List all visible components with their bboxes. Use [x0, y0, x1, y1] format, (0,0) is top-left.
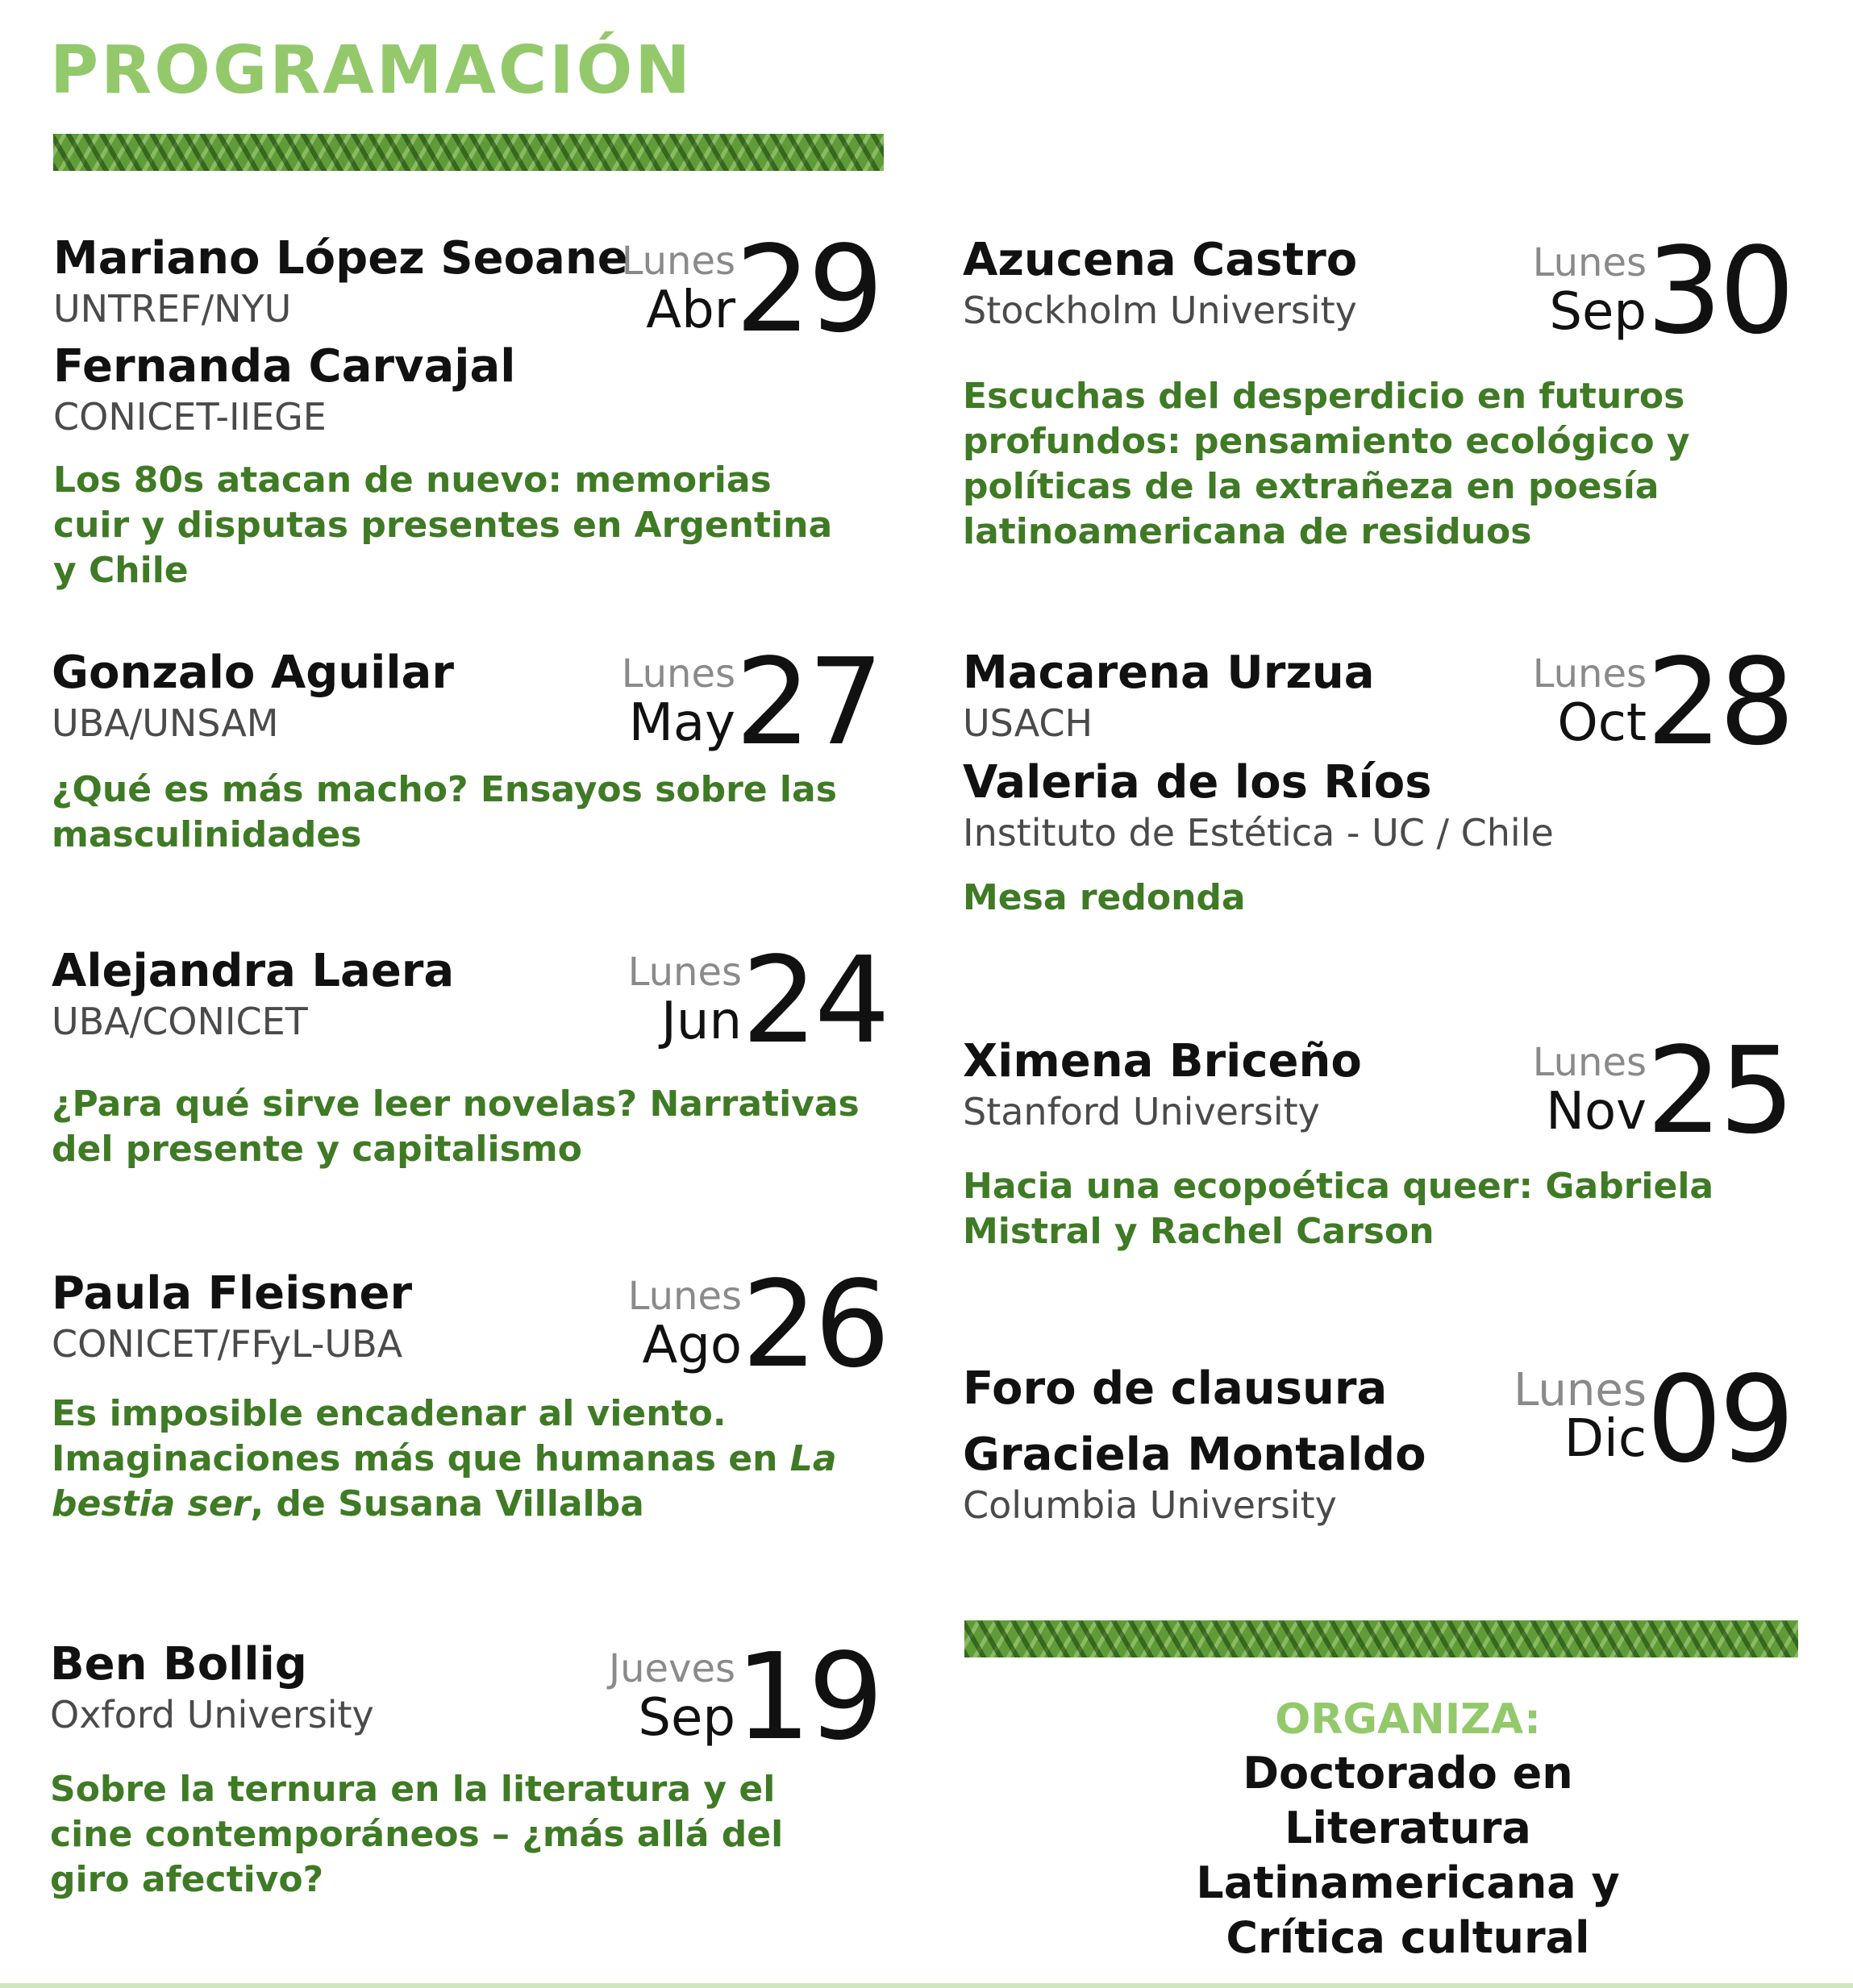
- event-month: Nov: [1546, 1082, 1647, 1142]
- bottom-divider: [0, 1983, 1853, 1988]
- forum-title: Foro de clausura: [963, 1362, 1388, 1415]
- talk-title: Escuchas del desperdicio en futuros profundos: pensamiento ecológico y políticas de la extrañeza en poesía latinoamericana de residuos: [963, 376, 1690, 552]
- event-day: 19: [735, 1628, 881, 1766]
- event-day: 25: [1646, 1021, 1792, 1160]
- talk-title: [52, 1391, 842, 1527]
- event-date: [613, 931, 887, 1070]
- event-day: 29: [735, 220, 881, 359]
- event-month: May: [628, 693, 735, 753]
- event-weekday: Lunes: [627, 950, 742, 995]
- speaker-affiliation: CONICET-IIEGE: [53, 395, 327, 439]
- speaker-name: Paula Fleisner: [52, 1267, 413, 1320]
- speaker-name: Valeria de los Ríos: [963, 756, 1432, 809]
- event-month: Sep: [1549, 282, 1647, 342]
- event-weekday: Lunes: [627, 1274, 742, 1319]
- event-date: [606, 1628, 881, 1766]
- speaker-name: Gonzalo Aguilar: [52, 647, 454, 699]
- talk-title-part: Es imposible encadenar al viento. Imaginaciones más que humanas en: [52, 1393, 790, 1479]
- event-day: 30: [1646, 222, 1792, 360]
- event-month: Ago: [642, 1316, 742, 1375]
- speaker-name: Azucena Castro: [963, 234, 1358, 286]
- speaker-affiliation: USACH: [963, 701, 1093, 745]
- event-month: Abr: [646, 281, 735, 340]
- event-date: [1514, 1350, 1792, 1489]
- talk-title-part: , de Susana Villalba: [250, 1483, 644, 1524]
- talk-title-book: La bestia ser: [52, 1438, 837, 1524]
- organizer-block: [964, 1693, 1851, 1965]
- speaker-name: Ximena Briceño: [963, 1035, 1362, 1088]
- event-day: 24: [741, 931, 887, 1070]
- speaker-affiliation: UBA/UNSAM: [52, 701, 279, 745]
- speaker-affiliation: UNTREF/NYU: [53, 287, 292, 331]
- event-day: 26: [741, 1255, 887, 1394]
- event-day: 09: [1646, 1350, 1792, 1489]
- event-day: 28: [1646, 633, 1792, 771]
- event-date: [613, 1255, 887, 1394]
- talk-title: Hacia una ecopoética queer: Gabriela Mistral y Rachel Carson: [963, 1166, 1714, 1252]
- event-weekday: Lunes: [1514, 1364, 1647, 1416]
- speaker-name: Fernanda Carvajal: [53, 340, 516, 393]
- event-month: Jun: [661, 992, 742, 1051]
- speaker-affiliation: Columbia University: [963, 1483, 1337, 1527]
- event-weekday: Lunes: [1532, 1040, 1647, 1085]
- speaker-affiliation: Instituto de Estética - UC / Chile: [963, 811, 1554, 855]
- speaker-affiliation: CONICET/FFyL-UBA: [52, 1322, 403, 1366]
- speaker-name: Macarena Urzua: [963, 647, 1375, 699]
- event-date: [1518, 222, 1792, 360]
- page-title: PROGRAMACIÓN: [50, 32, 693, 109]
- talk-title: Mesa redonda: [963, 877, 1246, 918]
- speaker-name: Alejandra Laera: [52, 945, 455, 997]
- event-weekday: Lunes: [621, 239, 735, 284]
- organizer-name: Doctorado en Literatura Latinamericana y Crítica cultural: [1196, 1748, 1620, 1963]
- decorative-band-bottom: [964, 1620, 1798, 1657]
- event-date: [606, 633, 881, 771]
- event-date: [1518, 633, 1792, 771]
- speaker-name: Graciela Montaldo: [963, 1429, 1426, 1481]
- event-date: [606, 220, 881, 359]
- talk-title: Sobre la ternura en la literatura y el cine contemporáneos – ¿más allá del giro afectivo?: [50, 1769, 784, 1900]
- speaker-name: Ben Bollig: [50, 1638, 307, 1691]
- event-weekday: Lunes: [1532, 651, 1647, 697]
- speaker-affiliation: UBA/CONICET: [52, 1000, 308, 1043]
- event-weekday: Lunes: [621, 651, 735, 697]
- event-day: 27: [735, 633, 881, 771]
- event-weekday: Lunes: [1532, 240, 1647, 285]
- event-month: Oct: [1557, 693, 1647, 753]
- organizer-label: ORGANIZA:: [1275, 1695, 1541, 1744]
- speaker-name: Mariano López Seoane: [53, 232, 628, 285]
- event-date: [1518, 1021, 1792, 1160]
- event-month: Dic: [1564, 1409, 1647, 1469]
- talk-title: Los 80s atacan de nuevo: memorias cuir y disputas presentes en Argentina y Chile: [53, 460, 833, 591]
- speaker-affiliation: Stockholm University: [963, 289, 1357, 332]
- talk-title: ¿Qué es más macho? Ensayos sobre las masculinidades: [52, 769, 837, 855]
- decorative-band-top: [53, 134, 884, 171]
- talk-title: ¿Para qué sirve leer novelas? Narrativas del presente y capitalismo: [52, 1083, 860, 1170]
- speaker-affiliation: Oxford University: [50, 1693, 374, 1736]
- event-weekday: Jueves: [608, 1646, 735, 1691]
- event-month: Sep: [638, 1688, 735, 1748]
- speaker-affiliation: Stanford University: [963, 1090, 1320, 1133]
